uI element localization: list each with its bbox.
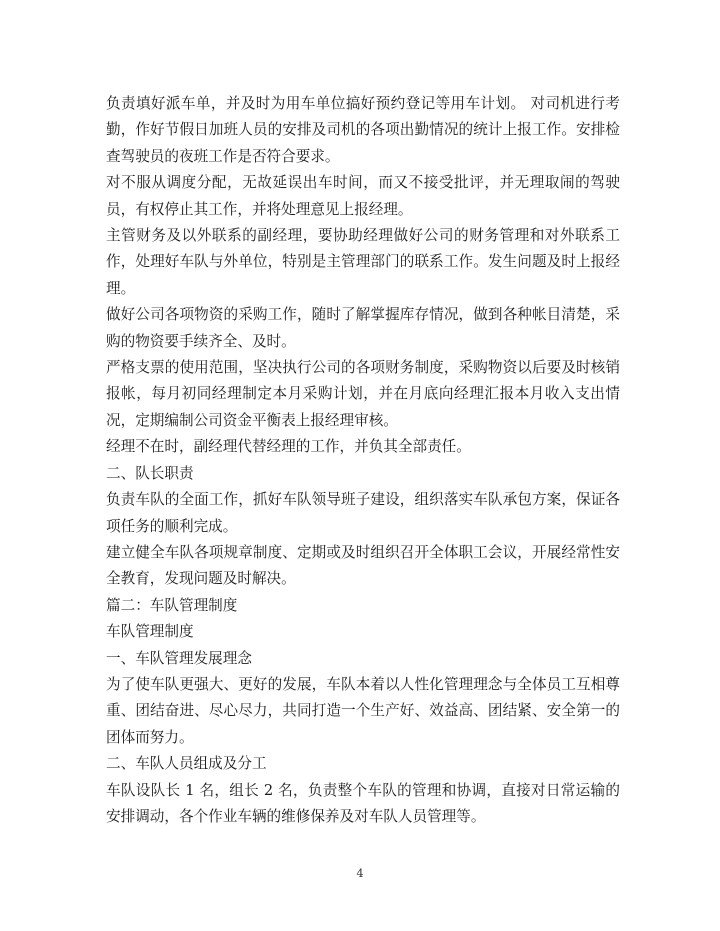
article-heading-part-two: 篇二：车队管理制度 xyxy=(106,596,238,614)
paragraph-captain-rules-meetings: 建立健全车队各项规章制度、定期或及时组织召开全体职工会议，开展经常性安全教育，发现问题及时解决。 xyxy=(106,543,620,588)
section-heading-philosophy: 一、车队管理发展理念 xyxy=(106,649,252,667)
paragraph-procurement: 做好公司各项物资的采购工作，随时了解掌握库存情况，做到各种帐目清楚，采购的物资要手续齐全、及时。 xyxy=(106,306,620,350)
paragraph-philosophy: 为了使车队更强大、更好的发展，车队本着以人性化管理理念与全体员工互相尊重、团结奋进、尽心尽力，共同打造一个生产好、效益高、团结紧、安全第一的团体而努力。 xyxy=(106,675,620,746)
paragraph-deputy-manager-duties: 主管财务及以外联系的副经理，要协助经理做好公司的财务管理和对外联系工作，处理好车队与外单位，特别是主管理部门的联系工作。发生问题及时上报经理。 xyxy=(106,227,620,297)
paragraph-staffing: 车队设队长 1 名，组长 2 名，负责整个车队的管理和协调，直接对日常运输的安排调动，各个作业车辆的维修保养及对车队人员管理等。 xyxy=(106,781,620,825)
paragraph-dispatch-duties: 负责填好派车单，并及时为用车单位搞好预约登记等用车计划。 对司机进行考勤，作好节假日加班人员的安排及司机的各项出勤情况的统计上报工作。安排检查驾驶员的夜班工作是否符合要求。 xyxy=(106,95,620,165)
page-number: 4 xyxy=(356,867,364,880)
section-heading-captain-duties: 二、队长职责 xyxy=(106,464,194,482)
paragraph-manager-absence: 经理不在时，副经理代替经理的工作，并负其全部责任。 xyxy=(106,438,471,456)
section-heading-staffing: 二、车队人员组成及分工 xyxy=(106,755,267,773)
paragraph-captain-overall-work: 负责车队的全面工作，抓好车队领导班子建设，组织落实车队承包方案，保证各项任务的顺利完成。 xyxy=(106,491,620,535)
paragraph-cheque-finance: 严格支票的使用范围，坚决执行公司的各项财务制度，采购物资以后要及时核销报帐，每月初同经理制定本月采购计划，并在月底向经理汇报本月收入支出情况，定期编制公司资金平衡表上报经理审核。 xyxy=(106,359,620,429)
document-body xyxy=(106,91,620,830)
paragraph-driver-discipline: 对不服从调度分配，无故延误出车时间，而又不接受批评，并无理取闹的驾驶员，有权停止其工作，并将处理意见上报经理。 xyxy=(106,174,620,218)
document-title: 车队管理制度 xyxy=(106,623,194,641)
